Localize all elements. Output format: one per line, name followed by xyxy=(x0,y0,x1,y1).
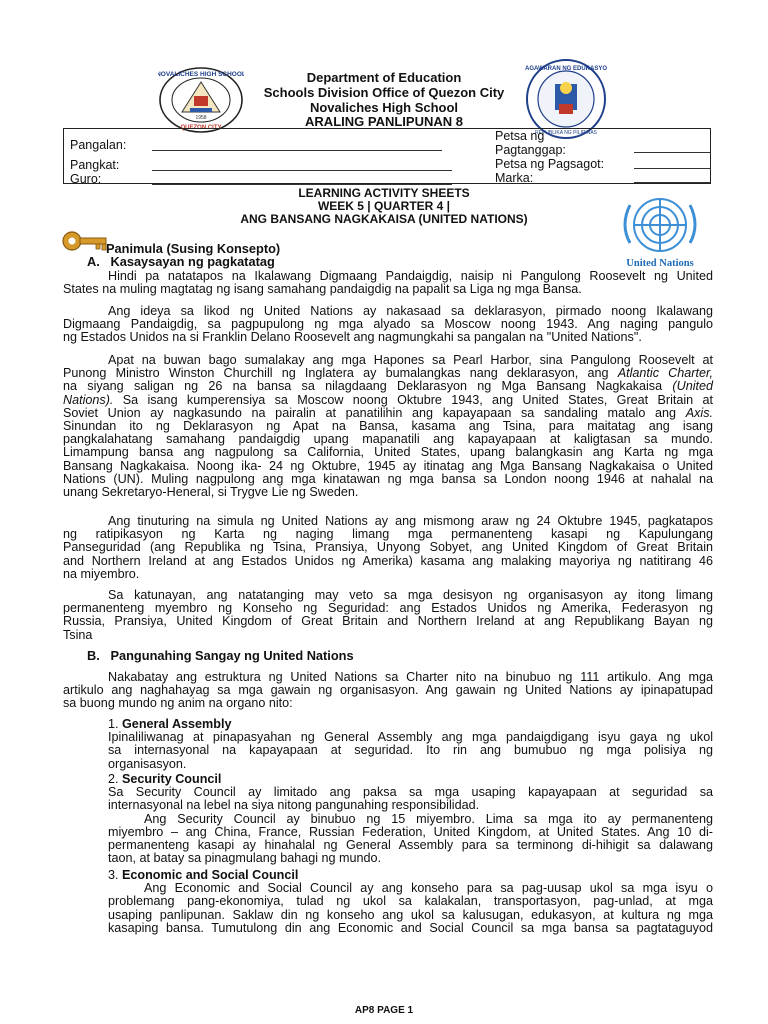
section-b-heading: B. Pangunahing Sangay ng United Nations xyxy=(87,648,354,663)
item-2: 2. Security Council Sa Security Council ay limitado ang paksa sa mga usaping kapayapaan at seguridad sa internasyonal na lebel na siya nitong pangunahing responsibilidad. Ang Security Council ay binubuo ng 15 miyembro. Lima sa mga ito ay permanenteng miyembro – ang China, France, Russian Federation, United Kingdom, at United States. Ang 10 di- permanenteng kasapi ay hinahalal ng General Assembly para sa terminong di-hihigit sa dalawang taon, at batay sa pinagmulang bahagi ng mundo. xyxy=(108,772,713,866)
subject-title: ARALING PANLIPUNAN 8 xyxy=(305,114,463,129)
date-answered-label: Petsa ng Pagsagot: xyxy=(495,157,605,171)
school-logo-year: 1958 xyxy=(195,115,207,121)
las-title: LEARNING ACTIVITY SHEETS xyxy=(298,186,470,200)
school-logo-city: QUEZON CITY xyxy=(180,125,222,131)
date-received-label-2: Pagtanggap: xyxy=(495,143,566,157)
section-label: Pangkat: xyxy=(70,158,120,172)
teacher-field[interactable] xyxy=(152,184,452,185)
paragraph-5: Sa katunayan, ang natatanging may veto sa mga desisyon ng organisasyon ay itong limang permanenteng myembro ng Konseho ng Seguridad: ang Estados Unidos ng Amerika, Federasyon ng Russia, Pransiya, United Kingdom of Great Britain and Northern Ireland at ang Republikang Bayan ng Tsina xyxy=(63,588,713,642)
item-1: 1. General Assembly Ipinaliliwanag at pinapasyahan ng General Assembly ang mga pandaigdigang isyu gaya ng ukol sa internasyonal na kapayapaan at seguridad. Ito rin ang bumubuo ng mga polisiya ng organisasyon. xyxy=(108,717,713,771)
date-received-field[interactable] xyxy=(634,152,710,153)
key-icon xyxy=(62,228,110,254)
score-field[interactable] xyxy=(634,182,710,183)
deped-seal-top: KAGAWARAN NG EDUKASYON xyxy=(525,66,607,72)
paragraph-6: Nakabatay ang estruktura ng United Nations sa Charter nito na binubuo ng 111 artikulo. Ang mga artikulo ang naghahayag sa mga gawain ng organisasyon. Ang gawain ng United Nations ay ipinapatupad sa buong mundo ng anim na organo nito: xyxy=(63,670,713,711)
page-footer: AP8 PAGE 1 xyxy=(354,1005,414,1016)
week-title: WEEK 5 | QUARTER 4 | xyxy=(317,199,451,213)
un-logo-caption: United Nations xyxy=(626,258,694,269)
topic-title: ANG BANSANG NAGKAKAISA (UNITED NATIONS) xyxy=(240,212,528,226)
section-field[interactable] xyxy=(152,170,452,171)
paragraph-3: Apat na buwan bago sumalakay ang mga Hapones sa Pearl Harbor, sina Pangulong Roosevelt at Punong Ministro Winston Churchill ng Inglatera ay bumalangkas nang deklarasyon, ang Atlantic Charter, na siyang saligan ng 26 na bansa sa nilagdaang Deklarasyon ng Mga Bansang Nagkakaisa (United Nations). Sa isang kumperensiya sa Moscow noong Oktubre 1943, ang United States, Great Britain at Soviet Union ay nagkasundo na pairalin at panatilihin ang kapayapaan sa sandaling matalo ang Axis. Sinundan ito ng Deklarasyon ng Apat na Bansa, kasama ang Tsina, para maitatag ang isang pangkalahatang samahang pandaigdig upang mapanatili ang kapayapaan at kaligtasan sa mundo. Limampung bansa ang nagpulong sa California, United States, upang balangkasin ang Karta ng mga Bansang Nagkakaisa. Noong ika- 24 ng Oktubre, 1945 ay itinatag ang Mga Bansang Nagkakaisa o United Nations (UN). Muling nagpulong ang mga kinatawan ng mga bansa sa London noong 1946 at nahalal na unang Sekretaryo-Heneral, si Trygve Lie ng Sweden. xyxy=(63,353,714,500)
intro-heading: Panimula (Susing Konsepto) xyxy=(106,241,281,256)
student-info-box xyxy=(63,128,711,184)
dept-title: Department of Education xyxy=(306,70,462,85)
item-3: 3. Economic and Social Council Ang Economic and Social Council ay ang konseho para sa pag-uusap ukol sa mga isyu o problemang pang-ekonomiya, tulad ng ukol sa kalakalan, transportasyon, pag-unlad, at mga usaping panlipunan. Saklaw din ng konseho ang ukol sa kalusugan, edukasyon, at kultura ng mga kasaping bansa. Tumutulong din ang Economic and Social Council sa mga bansa sa pagtataguyod xyxy=(108,868,713,935)
teacher-label: Guro: xyxy=(70,172,102,186)
date-received-label: Petsa ng xyxy=(495,129,545,143)
school-title: Novaliches High School xyxy=(309,100,459,115)
name-field[interactable] xyxy=(152,150,442,151)
deped-seal-bottom: REPUBLIKA NG PILIPINAS xyxy=(535,130,597,136)
division-title: Schools Division Office of Quezon City xyxy=(263,85,505,100)
paragraph-2: Ang ideya sa likod ng United Nations ay nakasaad sa deklarasyon, pirmado noong Ikalawang Digmaang Pandaigdig, sa pagpupulong ng mga alyado sa Moscow noong 1943. Ang naging pangulo ng Estados Unidos na si Franklin Delano Roosevelt ang nagmungkahi sa pangalan na "United Nations". xyxy=(63,304,713,345)
paragraph-4: Ang tinuturing na simula ng United Nations ay ang mismong araw ng 24 Oktubre 1945, pagkatapos ng ratipikasyon ng Karta ng naging limang mga permanenteng kasapi ng Kapulungang Panseguridad (ang Republika ng Tsina, Pransiya, Unyong Sobyet, ang United Kingdom of Great Britain and Northern Ireland at ang Estados Unidos ng Amerika) kasama ang malaking mayoriya ng natitirang 46 na miyembro. xyxy=(63,514,713,581)
section-a-heading: A. Kasaysayan ng pagkatatag xyxy=(87,254,275,269)
school-logo-text: NOVALICHES HIGH SCHOOL xyxy=(158,71,244,78)
paragraph-1: Hindi pa natatapos na Ikalawang Digmaang Pandaigdig, naisip ni Pangulong Roosevelt ng United States na muling magtatag ng isang samahang pandaigdig na papalit sa Liga ng mga Bansa. xyxy=(63,269,713,297)
name-label: Pangalan: xyxy=(70,138,127,152)
un-logo xyxy=(610,195,710,267)
date-answered-field[interactable] xyxy=(634,168,710,169)
score-label: Marka: xyxy=(495,171,534,185)
